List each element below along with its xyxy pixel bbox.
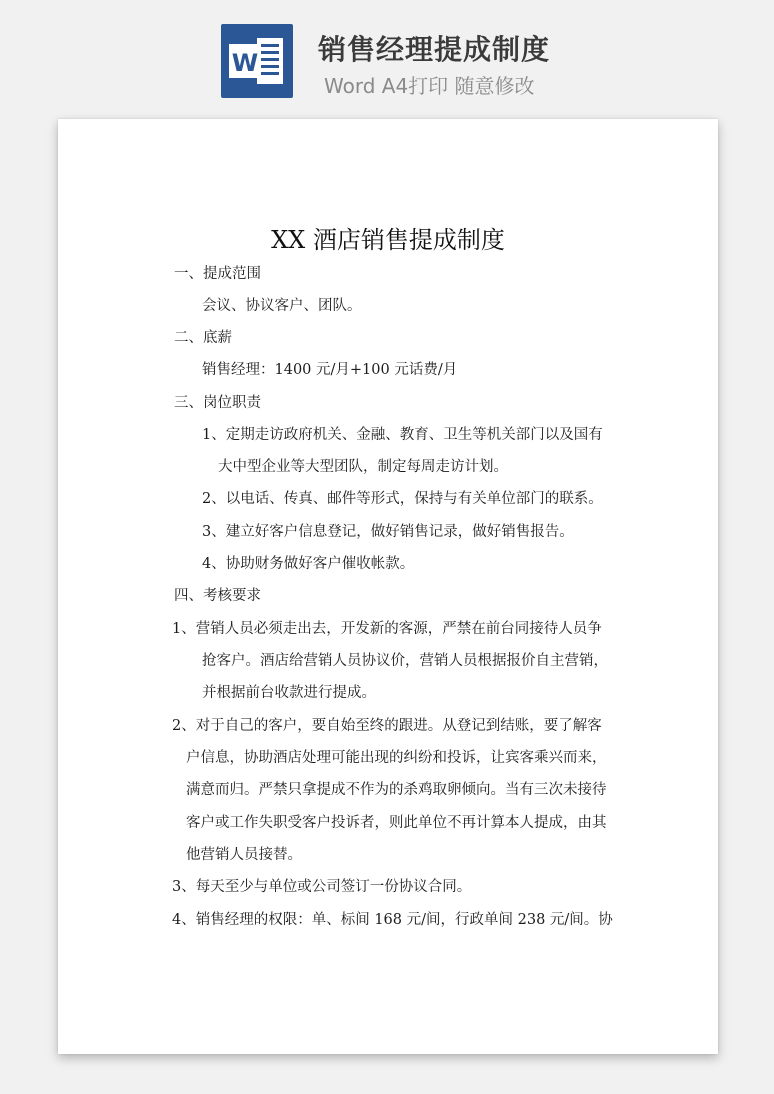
section-heading: 四、考核要求 <box>174 588 261 604</box>
list-item-continuation: 他营销人员接替。 <box>186 847 302 863</box>
paragraph-line: 销售经理：1400 元/月+100 元话费/月 <box>202 362 458 378</box>
header-title: 销售经理提成制度 <box>318 33 551 66</box>
list-item: 3、建立好客户信息登记，做好销售记录，做好销售报告。 <box>202 524 574 540</box>
list-item: 4、销售经理的权限：单、标间 168 元/间，行政单间 238 元/间。协 <box>172 912 613 928</box>
word-doc-icon <box>221 24 293 98</box>
list-item: 1、定期走访政府机关、金融、教育、卫生等机关部门以及国有 <box>202 427 603 443</box>
list-item: 2、对于自己的客户，要自始至终的跟进。从登记到结账，要了解客 <box>172 718 602 734</box>
list-item: 4、协助财务做好客户催收帐款。 <box>202 556 415 572</box>
list-item-continuation: 抢客户。酒店给营销人员协议价，营销人员根据报价自主营销， <box>202 653 608 669</box>
list-item: 1、营销人员必须走出去，开发新的客源，严禁在前台同接待人员争 <box>172 621 602 637</box>
list-item: 3、每天至少与单位或公司签订一份协议合同。 <box>172 879 472 895</box>
word-icon-letter: W <box>231 49 259 77</box>
document-title: XX 酒店销售提成制度 <box>271 226 505 254</box>
header-subtitle: Word A4打印 随意修改 <box>324 74 535 98</box>
paragraph-line: 会议、协议客户、团队。 <box>202 298 362 314</box>
section-heading: 一、提成范围 <box>174 266 261 282</box>
list-item-continuation: 客户或工作失职受客户投诉者，则此单位不再计算本人提成，由其 <box>186 815 607 831</box>
document-page <box>58 119 718 1054</box>
header <box>0 0 774 110</box>
list-item: 2、以电话、传真、邮件等形式，保持与有关单位部门的联系。 <box>202 491 603 507</box>
list-item-continuation: 满意而归。严禁只拿提成不作为的杀鸡取卵倾向。当有三次未接待 <box>186 782 607 798</box>
list-item-continuation: 户信息，协助酒店处理可能出现的纠纷和投诉，让宾客乘兴而来， <box>186 750 607 766</box>
list-item-continuation: 并根据前台收款进行提成。 <box>202 685 376 701</box>
section-heading: 三、岗位职责 <box>174 395 261 411</box>
section-heading: 二、底薪 <box>174 330 232 346</box>
list-item-continuation: 大中型企业等大型团队，制定每周走访计划。 <box>218 459 508 475</box>
